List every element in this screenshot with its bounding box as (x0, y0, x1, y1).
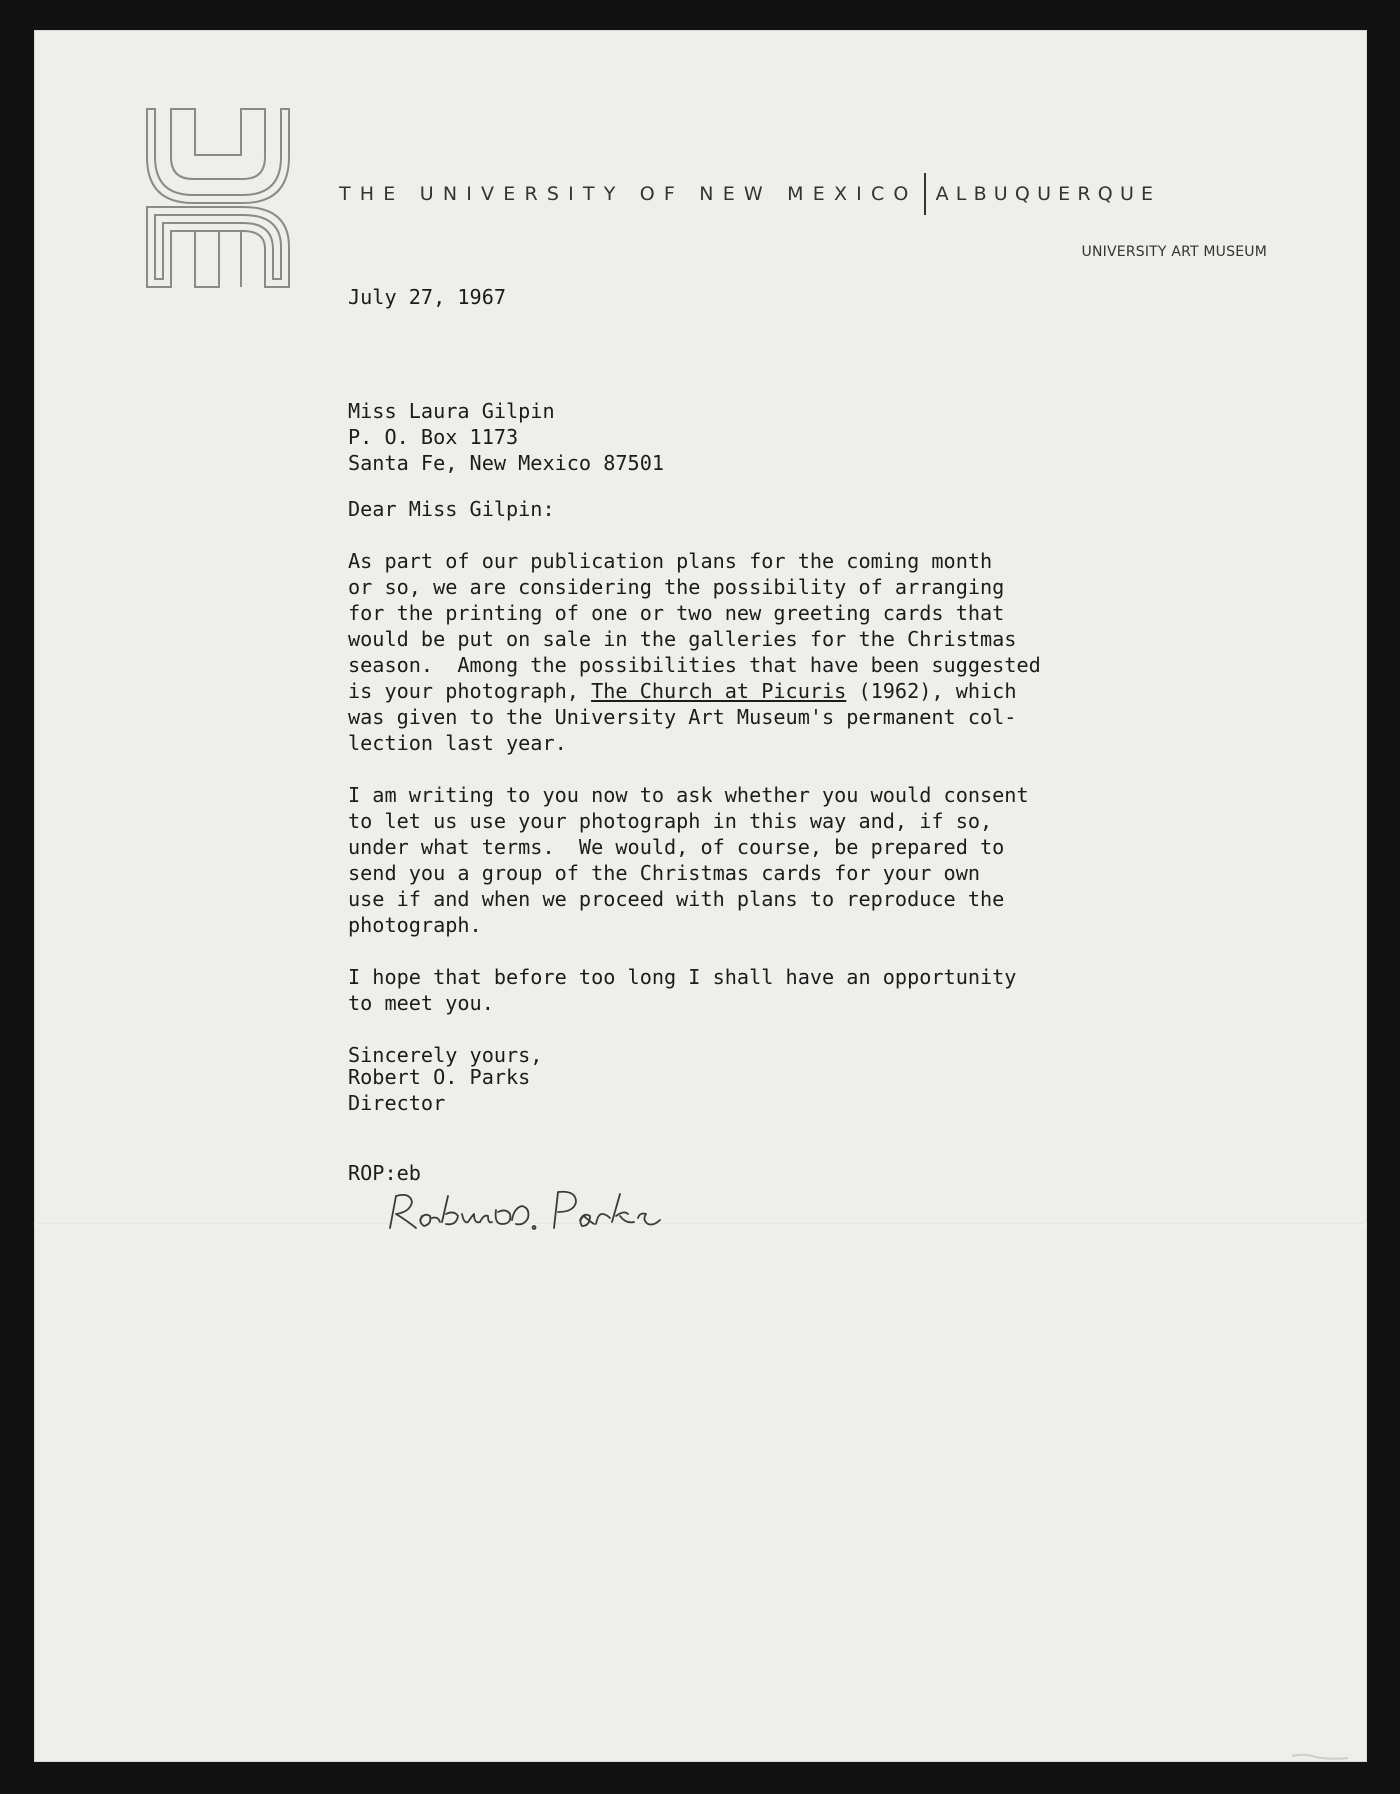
signer-title: Director (348, 1091, 446, 1115)
closing: Sincerely yours, (348, 1043, 543, 1067)
body-text: is your photograph, (348, 679, 592, 703)
body-line: to meet you. (348, 991, 494, 1015)
recipient-address-line: P. O. Box 1173 (348, 425, 519, 449)
department-name: UNIVERSITY ART MUSEUM (1081, 244, 1267, 260)
body-line: I hope that before too long I shall have an opportunity (348, 965, 1017, 989)
recipient-name: Miss Laura Gilpin (348, 399, 555, 423)
unm-logo (131, 107, 307, 289)
body-line: I am writing to you now to ask whether you would consent (348, 783, 1029, 807)
paper-edge-mark (1290, 1752, 1350, 1762)
body-line: was given to the University Art Museum's permanent col- (348, 705, 1017, 729)
body-text: (1962), which (846, 679, 1017, 703)
body-line (348, 678, 1016, 704)
reference-initials: ROP:eb (348, 1161, 421, 1185)
handwritten-signature (384, 1170, 804, 1240)
letterhead-masthead (339, 170, 1160, 218)
signer-name: Robert O. Parks (348, 1065, 531, 1089)
body-line: As part of our publication plans for the coming month (348, 549, 993, 573)
university-name: THE UNIVERSITY OF NEW MEXICO (339, 183, 918, 205)
body-line: use if and when we proceed with plans to reproduce the (348, 887, 1005, 911)
body-line: under what terms. We would, of course, be prepared to (348, 835, 1005, 859)
body-line: would be put on sale in the galleries for the Christmas (348, 627, 1017, 651)
city-name: ALBUQUERQUE (935, 183, 1161, 205)
photograph-title: The Church at Picuris (591, 679, 847, 703)
letter-date: July 27, 1967 (348, 285, 507, 309)
body-line: photograph. (348, 913, 482, 937)
letter-sheet (34, 30, 1367, 1762)
recipient-address-line: Santa Fe, New Mexico 87501 (348, 451, 665, 475)
body-line: send you a group of the Christmas cards for your own (348, 861, 981, 885)
body-line: lection last year. (348, 731, 567, 755)
body-line: to let us use your photograph in this way and, if so, (348, 809, 993, 833)
body-line: season. Among the possibilities that have been suggested (348, 653, 1041, 677)
salutation: Dear Miss Gilpin: (348, 497, 555, 521)
body-line: or so, we are considering the possibility of arranging (348, 575, 1005, 599)
body-line: for the printing of one or two new greeting cards that (348, 601, 1005, 625)
masthead-divider (924, 173, 926, 215)
